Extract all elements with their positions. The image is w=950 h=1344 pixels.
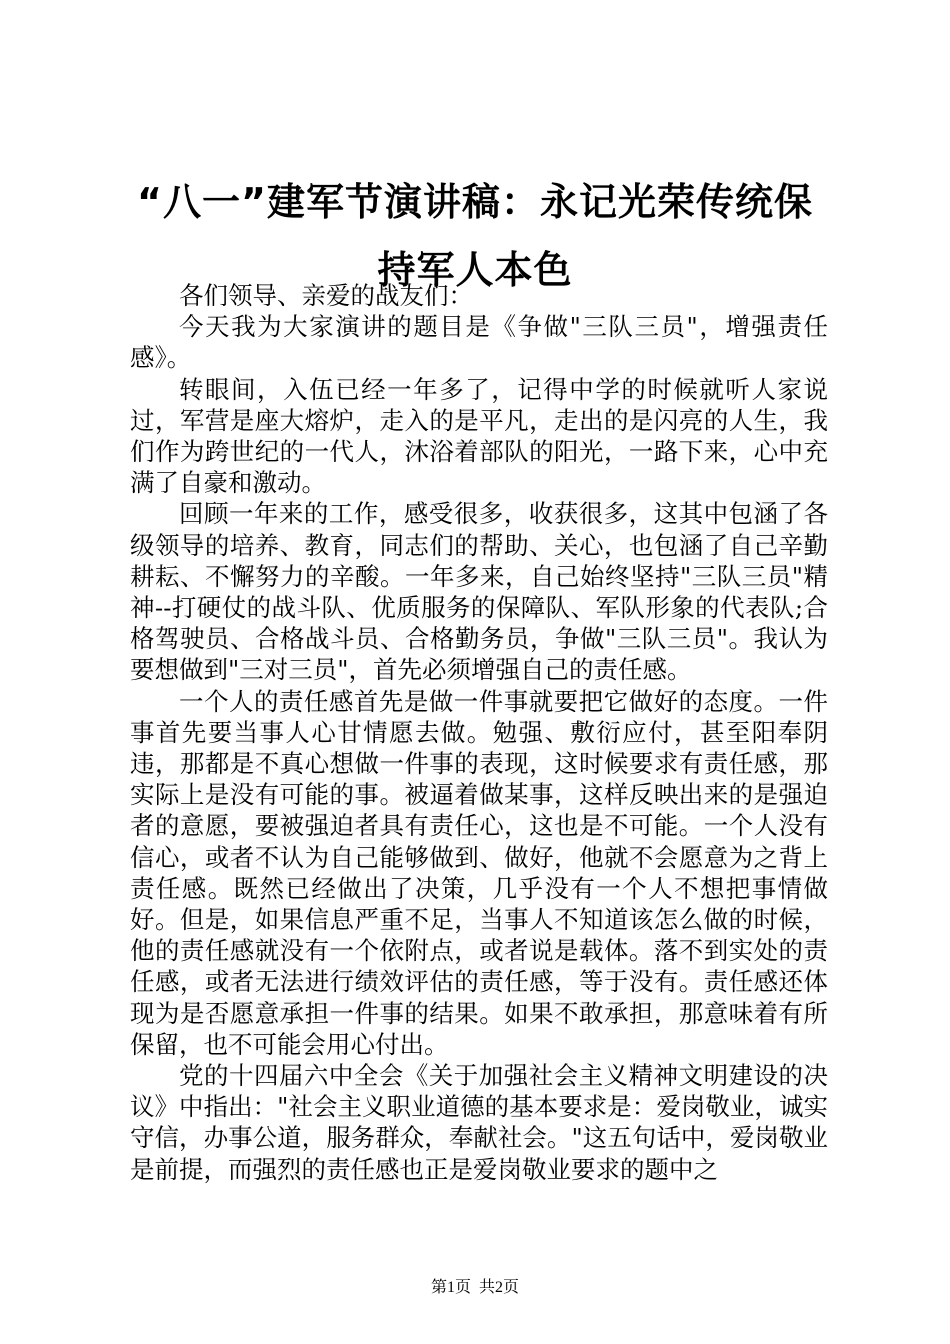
paragraph: 党的十四届六中全会《关于加强社会主义精神文明建设的决议》中指出："社会主义职业道德的基本要求是：爱岗敬业，诚实守信，办事公道，服务群众，奉献社会。"这五句话中，爱岗敬业是前提，而强烈的责任感也正是爱岗敬业要求的题中之 [130, 1061, 828, 1184]
paragraph: 一个人的责任感首先是做一件事就要把它做好的态度。一件事首先要当事人心甘情愿去做。勉强、敷衍应付，甚至阳奉阴违，那都是不真心想做一件事的表现，这时候要求有责任感，那实际上是没有可能的事。被逼着做某事，这样反映出来的是强迫者的意愿，要被强迫者具有责任心，这也是不可能。一个人没有信心，或者不认为自己能够做到、做好，他就不会愿意为之背上责任感。既然已经做出了决策，几乎没有一个人不想把事情做好。但是，如果信息严重不足，当事人不知道该怎么做的时候，他的责任感就没有一个依附点，或者说是载体。落不到实处的责任感，或者无法进行绩效评估的责任感，等于没有。责任感还体现为是否愿意承担一件事的结果。如果不敢承担，那意味着有所保留，也不可能会用心付出。 [130, 686, 828, 1059]
page-number: 第1页 [430, 1279, 471, 1296]
page-title: “八一”建军节演讲稿：永记光荣传统保持军人本色 [137, 180, 813, 292]
paragraph: 今天我为大家演讲的题目是《争做"三队三员"，增强责任感》。 [130, 312, 828, 373]
document-body [130, 280, 828, 1185]
page-footer [0, 1274, 950, 1297]
page-total: 共2页 [479, 1279, 520, 1296]
paragraph-salutation: 各们领导、亲爱的战友们： [179, 281, 473, 310]
paragraph: 转眼间，入伍已经一年多了，记得中学的时候就听人家说过，军营是座大熔炉，走入的是平凡，走出的是闪亮的人生，我们作为跨世纪的一代人，沐浴着部队的阳光，一路下来，心中充满了自豪和激动。 [130, 374, 828, 498]
paragraph: 回顾一年来的工作，感受很多，收获很多，这其中包涵了各级领导的培养、教育，同志们的帮助、关心，也包涵了自己辛勤耕耘、不懈努力的辛酸。一年多来，自己始终坚持"三队三员"精神--打硬仗的战斗队、优质服务的保障队、军队形象的代表队;合格驾驶员、合格战斗员、合格勤务员，争做"三队三员"。我认为要想做到"三对三员"，首先必须增强自己的责任感。 [130, 499, 828, 685]
